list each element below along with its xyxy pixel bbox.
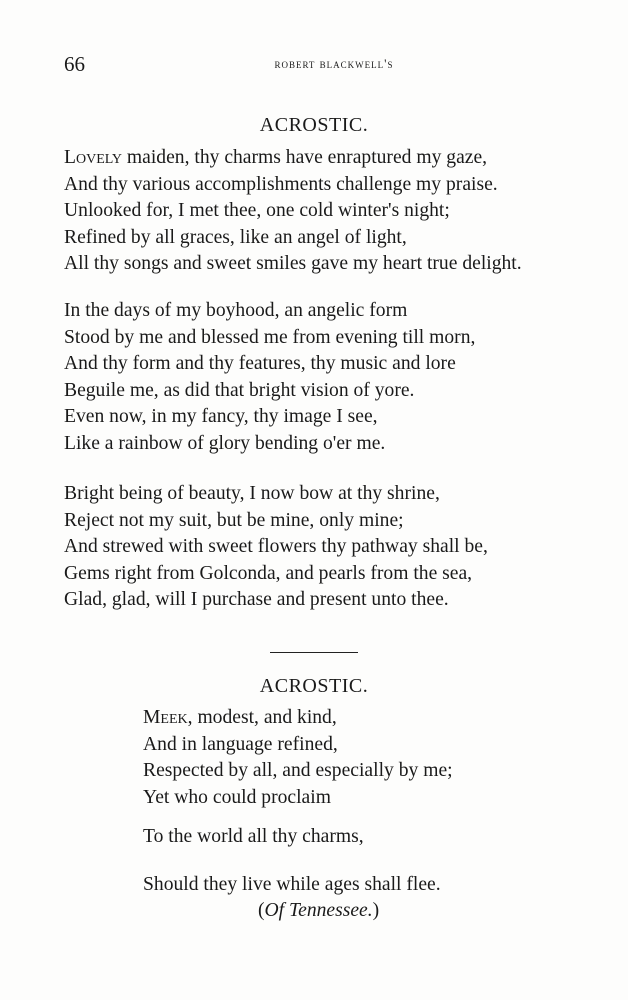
poem-line: Bright being of beauty, I now bow at thy shrine, (64, 483, 440, 504)
poem-line: Glad, glad, will I purchase and present unto thee. (64, 589, 449, 611)
poem-line: And thy form and thy features, thy music and lore (64, 353, 456, 375)
poem-line: Yet who could proclaim (143, 786, 331, 808)
poem-2-stanza (143, 705, 453, 811)
poem-line: Refined by all graces, like an angel of light, (64, 226, 407, 248)
poem-title: ACROSTIC. (259, 675, 369, 697)
poem-line: And thy various accomplishments challenge my praise. (64, 173, 498, 195)
poem-line: Stood by me and blessed me from evening till morn, (64, 326, 476, 348)
attribution: (Of Tennessee.) (258, 900, 380, 921)
poem-line: Lovely maiden, thy charms have enraptured my gaze, (64, 147, 488, 168)
lead-word: Meek (143, 707, 188, 728)
stanza-2 (64, 298, 475, 458)
poem-line: And in language refined, (143, 733, 338, 755)
poem-line: And strewed with sweet flowers thy pathway shall be, (64, 536, 488, 558)
poem-line: Should they live while ages shall flee. (143, 874, 441, 895)
poem-line: Like a rainbow of glory bending o'er me. (64, 432, 386, 454)
stanza-1 (64, 145, 522, 278)
lead-word: Lovely (64, 147, 123, 168)
section-divider (270, 652, 358, 653)
stanza-3 (64, 481, 488, 614)
poem-line: Gems right from Golconda, and pearls from the sea, (64, 562, 473, 584)
poem-line: To the world all thy charms, (143, 826, 364, 847)
poem-line: Respected by all, and especially by me; (143, 760, 453, 782)
poem-line: Reject not my suit, but be mine, only mine; (64, 509, 404, 531)
poem-line: In the days of my boyhood, an angelic form (64, 300, 408, 321)
poem-line: Even now, in my fancy, thy image I see, (64, 406, 378, 428)
poem-line: Beguile me, as did that bright vision of yore. (64, 379, 415, 401)
poem-line: Unlooked for, I met thee, one cold winter's night; (64, 200, 450, 222)
poem-title: ACROSTIC. (259, 114, 369, 136)
poem-line: All thy songs and sweet smiles gave my heart true delight. (64, 253, 522, 275)
running-head: robert blackwell's (274, 56, 394, 71)
poem-line: Meek, modest, and kind, (143, 707, 337, 728)
page-number: 66 (64, 52, 85, 76)
